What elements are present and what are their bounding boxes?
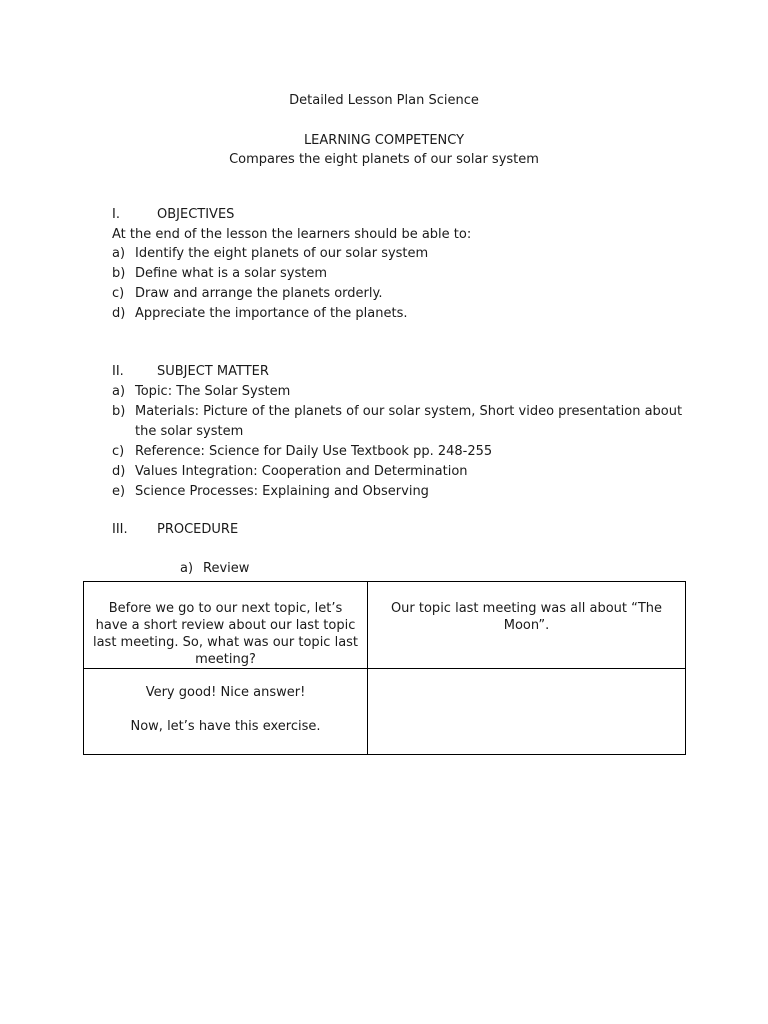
list-item — [112, 244, 712, 264]
procedure-heading: PROCEDURE — [157, 522, 239, 537]
list-marker: c) — [112, 286, 125, 301]
objectives-intro: At the end of the lesson the learners should be able to: — [112, 227, 472, 242]
list-item-text: Reference: Science for Daily Use Textbook pp. 248-255 — [135, 444, 493, 459]
list-item — [112, 264, 712, 284]
objectives-list — [112, 244, 712, 324]
list-item — [112, 402, 692, 442]
list-item — [112, 462, 692, 482]
review-marker: a) — [180, 561, 194, 576]
list-item-text: Define what is a solar system — [135, 266, 328, 281]
competency-heading: LEARNING COMPETENCY — [303, 133, 465, 148]
competency-text: Compares the eight planets of our solar system — [229, 152, 539, 167]
list-marker: d) — [112, 306, 126, 321]
list-item — [112, 442, 692, 462]
list-marker: b) — [112, 266, 126, 281]
teacher-line: Very good! Nice answer! — [145, 685, 306, 700]
list-item-text: Values Integration: Cooperation and Determination — [135, 464, 468, 479]
list-item-text: Draw and arrange the planets orderly. — [135, 286, 383, 301]
procedure-number: III. — [112, 522, 128, 537]
teacher-cell — [84, 669, 368, 755]
list-item — [112, 284, 712, 304]
list-marker: a) — [112, 246, 126, 261]
objectives-number: I. — [112, 207, 120, 222]
list-marker: e) — [112, 484, 126, 499]
subject-matter-heading: SUBJECT MATTER — [157, 364, 269, 379]
list-marker: c) — [112, 444, 125, 459]
student-cell — [368, 669, 686, 755]
table-row — [84, 669, 686, 755]
review-table — [83, 581, 686, 755]
list-item — [112, 382, 692, 402]
teacher-cell: Before we go to our next topic, let’s have a short review about our last topic last meeting. So, what was our topic last meeting? — [84, 582, 368, 669]
list-item — [112, 482, 692, 502]
list-marker: d) — [112, 464, 126, 479]
table-row — [84, 582, 686, 669]
list-item — [112, 304, 712, 324]
list-item-text: Science Processes: Explaining and Observing — [135, 484, 429, 499]
list-marker: b) — [112, 404, 126, 419]
subject-matter-number: II. — [112, 364, 124, 379]
list-item-text: Identify the eight planets of our solar system — [135, 246, 429, 261]
list-item-text: Topic: The Solar System — [135, 384, 291, 399]
teacher-line: Now, let’s have this exercise. — [130, 719, 321, 734]
list-item-text: Appreciate the importance of the planets. — [135, 306, 408, 321]
list-item-text: Materials: Picture of the planets of our solar system, Short video presentation about the solar system — [135, 404, 683, 439]
list-marker: a) — [112, 384, 126, 399]
document-title: Detailed Lesson Plan Science — [289, 93, 479, 108]
objectives-heading: OBJECTIVES — [157, 207, 235, 222]
review-heading: Review — [203, 561, 250, 576]
student-cell: Our topic last meeting was all about “The Moon”. — [368, 582, 686, 669]
subject-matter-list — [112, 382, 692, 502]
